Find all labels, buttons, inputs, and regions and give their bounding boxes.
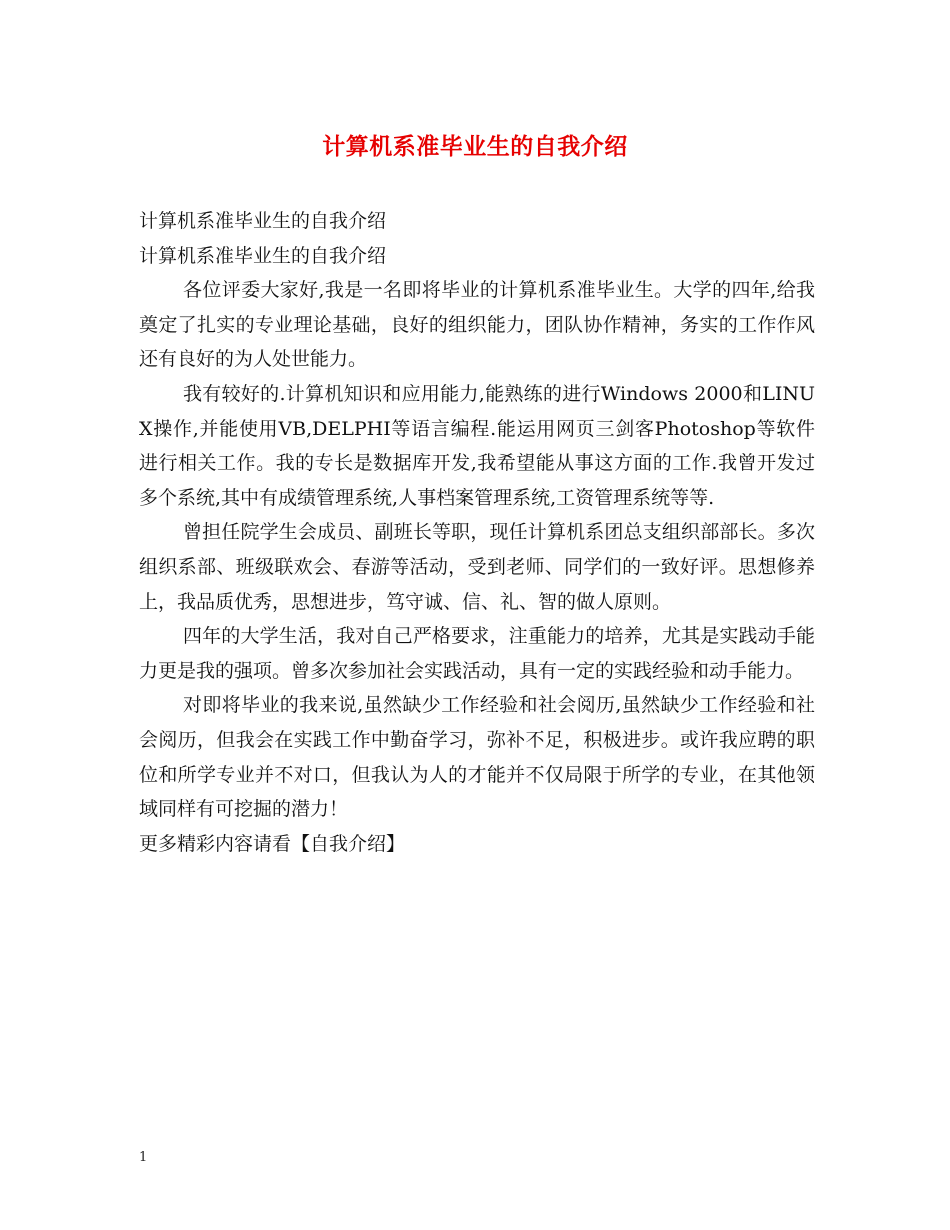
more-content-link[interactable]: 更多精彩内容请看【自我介绍】 bbox=[139, 832, 406, 855]
body-paragraph: 四年的大学生活，我对自己严格要求，注重能力的培养，尤其是实践动手能力更是我的强项。曾多次参加社会实践活动，具有一定的实践经验和动手能力。 bbox=[139, 625, 815, 682]
page-number: 1 bbox=[139, 1150, 148, 1165]
document-body bbox=[139, 204, 815, 861]
body-paragraph: 我有较好的.计算机知识和应用能力,能熟练的进行Windows 2000和LINUX操作,并能使用VB,DELPHI等语言编程.能运用网页三剑客Photoshop等软件进行相关工作。我的专长是数据库开发,我希望能从事这方面的工作.我曾开发过多个系统,其中有成绩管理系统,人事档案管理系统,工资管理系统等等. bbox=[139, 382, 815, 509]
subtitle-line: 计算机系准毕业生的自我介绍 bbox=[139, 210, 387, 232]
body-paragraph: 对即将毕业的我来说,虽然缺少工作经验和社会阅历,虽然缺少工作经验和社会阅历，但我会在实践工作中勤奋学习，弥补不足，积极进步。或许我应聘的职位和所学专业并不对口，但我认为人的才能并不仅局限于所学的专业，在其他领域同样有可挖掘的潜力！ bbox=[139, 694, 815, 821]
document-title: 计算机系准毕业生的自我介绍 bbox=[322, 133, 628, 160]
subtitle-line: 计算机系准毕业生的自我介绍 bbox=[139, 244, 387, 267]
body-paragraph: 各位评委大家好,我是一名即将毕业的计算机系准毕业生。大学的四年,给我奠定了扎实的专业理论基础，良好的组织能力，团队协作精神，务实的工作作风还有良好的为人处世能力。 bbox=[139, 279, 815, 371]
body-paragraph: 曾担任院学生会成员、副班长等职，现任计算机系团总支组织部部长。多次组织系部、班级联欢会、春游等活动，受到老师、同学们的一致好评。思想修养上，我品质优秀，思想进步，笃守诚、信、礼、智的做人原则。 bbox=[139, 521, 815, 613]
